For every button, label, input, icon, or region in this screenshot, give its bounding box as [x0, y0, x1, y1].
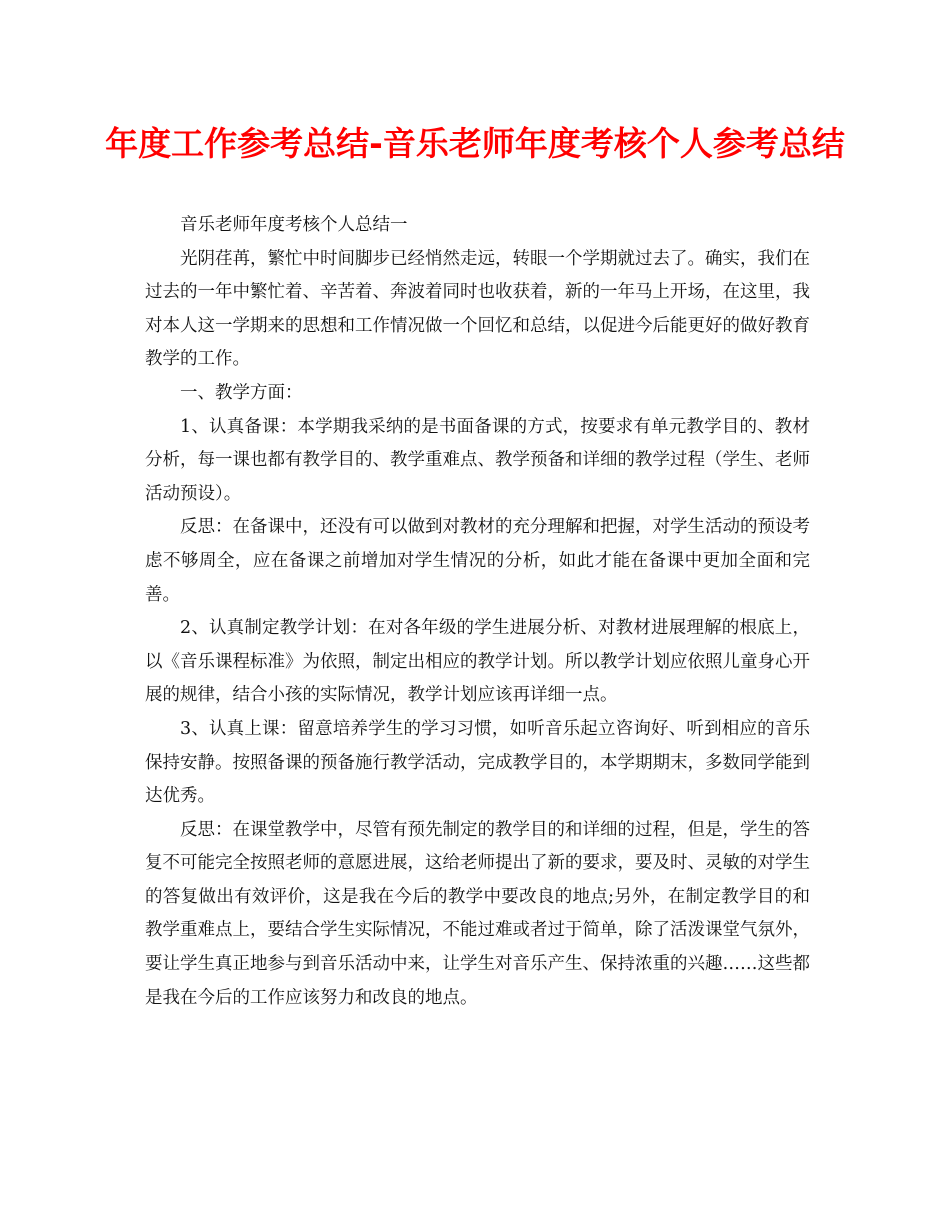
document-title: 年度工作参考总结-音乐老师年度考核个人参考总结 — [105, 124, 845, 163]
section-teaching: 一、教学方面： — [180, 382, 303, 403]
section-heading: 音乐老师年度考核个人总结一 — [180, 215, 408, 235]
paragraph-class: 3、认真上课：留意培养学生的学习习惯，如听音乐起立咨询好、听到相应的音乐保持安静。按照备课的预备施行教学活动，完成教学目的，本学期期末，多数同学能到达优秀。 — [145, 718, 810, 807]
paragraph-teaching-plan: 2、认真制定教学计划：在对各年级的学生进展分析、对教材进展理解的根底上，以《音乐课程标准》为依照，制定出相应的教学计划。所以教学计划应依照儿童身心开展的规律，结合小孩的实际情况，教学计划应该再详细一点。 — [145, 618, 810, 706]
paragraph-reflection-1: 反思：在备课中，还没有可以做到对教材的充分理解和把握，对学生活动的预设考虑不够周全，应在备课之前增加对学生情况的分析，如此才能在备课中更加全面和完善。 — [145, 517, 810, 605]
paragraph-reflection-2: 反思：在课堂教学中，尽管有预先制定的教学目的和详细的过程，但是，学生的答复不可能完全按照老师的意愿进展，这给老师提出了新的要求，要及时、灵敏的对学生的答复做出有效评价，这是我在今后的教学中要改良的地点;另外，在制定教学目的和教学重难点上，要结合学生实际情况，不能过难或者过于简单，除了活泼课堂气氛外，要让学生真正地参与到音乐活动中来，让学生对音乐产生、保持浓重的兴趣……这些都是我在今后的工作应该努力和改良的地点。 — [145, 819, 810, 1008]
document-body — [145, 209, 810, 1015]
paragraph-lesson-prep: 1、认真备课：本学期我采纳的是书面备课的方式，按要求有单元教学目的、教材分析，每一课也都有教学目的、教学重难点、教学预备和详细的教学过程（学生、老师活动预设）。 — [145, 416, 810, 504]
paragraph-intro: 光阴荏苒，繁忙中时间脚步已经悄然走远，转眼一个学期就过去了。确实，我们在过去的一年中繁忙着、辛苦着、奔波着同时也收获着，新的一年马上开场，在这里，我对本人这一学期来的思想和工作情况做一个回忆和总结，以促进今后能更好的做好教育教学的工作。 — [145, 248, 810, 370]
